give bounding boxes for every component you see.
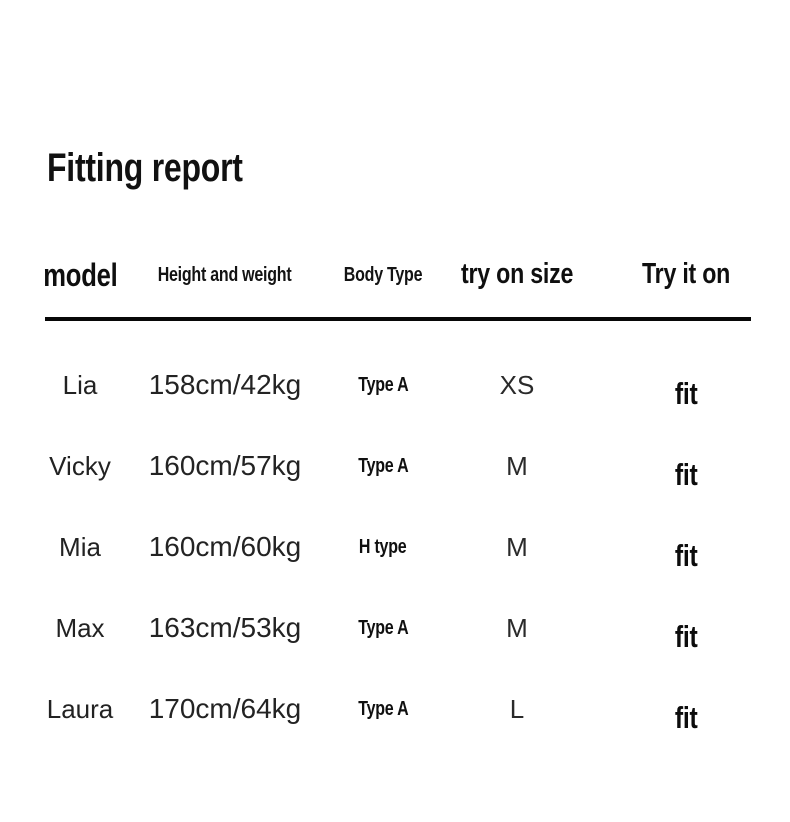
column-header-height-weight: Height and weight bbox=[158, 263, 292, 286]
cell-try-on-size: M bbox=[506, 450, 528, 481]
column-header-try-on-size: try on size bbox=[460, 258, 574, 291]
table-row bbox=[30, 426, 784, 507]
cell-height-weight: 160cm/60kg bbox=[148, 531, 302, 563]
cell-try-it-on: fit bbox=[674, 456, 698, 492]
cell-model: Laura bbox=[46, 693, 114, 724]
cell-try-on-size: M bbox=[506, 531, 528, 562]
cell-try-it-on: fit bbox=[674, 618, 698, 654]
column-header-try-it-on: Try it on bbox=[641, 258, 731, 291]
header-divider bbox=[45, 317, 751, 321]
cell-height-weight: 160cm/57kg bbox=[148, 450, 302, 482]
table-row bbox=[30, 507, 784, 588]
cell-try-on-size: L bbox=[509, 693, 525, 724]
cell-try-it-on: fit bbox=[674, 537, 698, 573]
cell-model: Max bbox=[55, 612, 105, 643]
cell-body-type: H type bbox=[359, 536, 407, 558]
cell-body-type: Type A bbox=[357, 455, 409, 477]
cell-body-type: Type A bbox=[357, 374, 409, 396]
table-row bbox=[30, 588, 784, 669]
column-header-model: model bbox=[42, 256, 118, 293]
header-row bbox=[30, 240, 784, 310]
table-row bbox=[30, 669, 784, 750]
cell-body-type: Type A bbox=[357, 698, 409, 720]
cell-model: Lia bbox=[62, 369, 98, 400]
cell-model: Vicky bbox=[49, 450, 111, 481]
cell-height-weight: 170cm/64kg bbox=[148, 693, 302, 725]
cell-try-it-on: fit bbox=[674, 699, 698, 735]
cell-model: Mia bbox=[59, 531, 101, 562]
cell-body-type: Type A bbox=[357, 617, 409, 639]
page-title-text: Fitting report bbox=[47, 146, 243, 190]
cell-try-on-size: M bbox=[506, 612, 528, 643]
fitting-table-header bbox=[30, 240, 784, 310]
table-row bbox=[30, 345, 784, 426]
fitting-table-body bbox=[30, 345, 784, 750]
page-title bbox=[47, 148, 292, 188]
cell-try-it-on: fit bbox=[674, 375, 698, 411]
cell-height-weight: 163cm/53kg bbox=[148, 612, 302, 644]
cell-try-on-size: XS bbox=[499, 369, 535, 400]
column-header-body-type: Body Type bbox=[343, 263, 423, 286]
cell-height-weight: 158cm/42kg bbox=[148, 369, 302, 401]
